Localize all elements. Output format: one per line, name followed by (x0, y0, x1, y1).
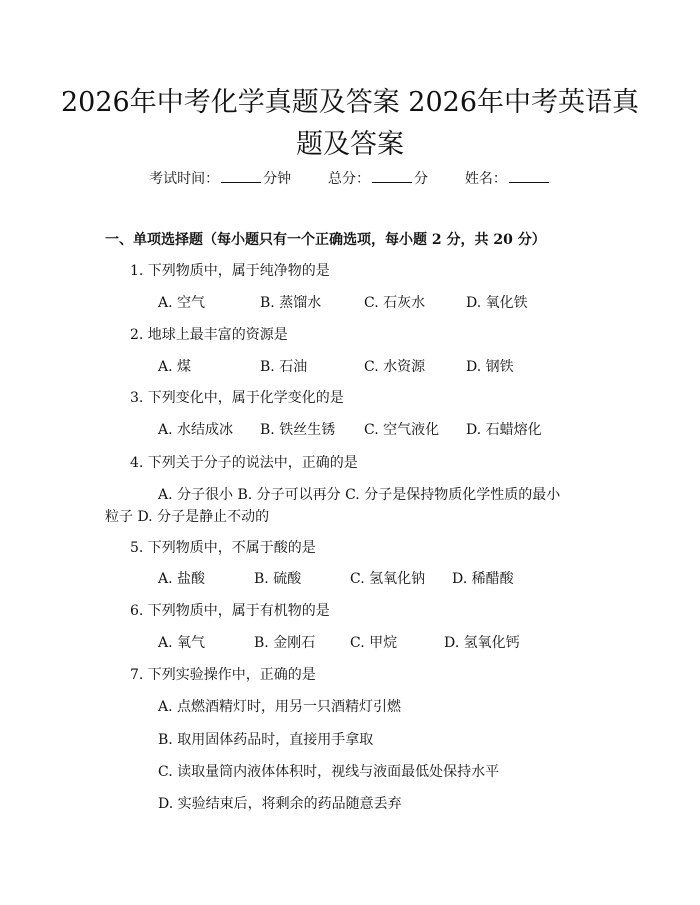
option: C. 水资源 (364, 359, 426, 375)
question-options-continued: 粒子 D. 分子是静止不动的 (105, 509, 270, 525)
option: A. 氧气 (158, 635, 206, 651)
total-score-blank (372, 170, 412, 183)
question-stem: 5. 下列物质中，不属于酸的是 (130, 540, 316, 556)
total-score-label: 总分： (328, 171, 370, 187)
option: C. 空气液化 (364, 422, 440, 438)
option: C. 氢氧化钠 (350, 571, 426, 587)
option: B. 金刚石 (254, 635, 316, 651)
question-stem: 2. 地球上最丰富的资源是 (130, 327, 288, 343)
name-blank (509, 170, 549, 183)
option: A. 水结成冰 (158, 422, 234, 438)
option: A. 盐酸 (158, 571, 206, 587)
option: D. 稀醋酸 (452, 571, 514, 587)
option: D. 石蜡熔化 (466, 422, 542, 438)
option: A. 煤 (158, 359, 192, 375)
question-stem: 3. 下列变化中，属于化学变化的是 (130, 390, 344, 406)
option: D. 实验结束后，将剩余的药品随意丢弃 (158, 796, 402, 812)
question-stem: 4. 下列关于分子的说法中，正确的是 (130, 455, 358, 471)
exam-time-unit: 分钟 (263, 171, 292, 187)
question-stem: 6. 下列物质中，属于有机物的是 (130, 603, 330, 619)
option: A. 空气 (158, 295, 206, 311)
option: B. 蒸馏水 (260, 295, 322, 311)
option: B. 硫酸 (254, 571, 302, 587)
document-title: 2026年中考化学真题及答案 2026年中考英语真题及答案 (60, 87, 639, 160)
option: D. 钢铁 (466, 359, 514, 375)
question-stem: 7. 下列实验操作中，正确的是 (130, 667, 316, 683)
option: B. 铁丝生锈 (260, 422, 336, 438)
option: B. 取用固体药品时，直接用手拿取 (158, 732, 374, 748)
question-options: A. 分子很小 B. 分子可以再分 C. 分子是保持物质化学性质的最小 (158, 487, 561, 503)
option: C. 读取量筒内液体体积时，视线与液面最低处保持水平 (158, 764, 500, 780)
option: D. 氢氧化钙 (444, 635, 520, 651)
exam-info-line (0, 168, 700, 188)
total-score-unit: 分 (414, 171, 428, 187)
exam-time-blank (221, 170, 261, 183)
option: C. 石灰水 (364, 295, 426, 311)
name-label: 姓名： (464, 171, 507, 187)
option: D. 氧化铁 (466, 295, 528, 311)
option: A. 点燃酒精灯时，用另一只酒精灯引燃 (158, 699, 402, 715)
option: B. 石油 (260, 359, 308, 375)
option: C. 甲烷 (350, 635, 398, 651)
question-stem: 1. 下列物质中，属于纯净物的是 (130, 263, 330, 279)
section-heading: 一、单项选择题（每小题只有一个正确选项，每小题 2 分，共 20 分） (105, 232, 546, 248)
exam-time-label: 考试时间： (149, 171, 220, 187)
